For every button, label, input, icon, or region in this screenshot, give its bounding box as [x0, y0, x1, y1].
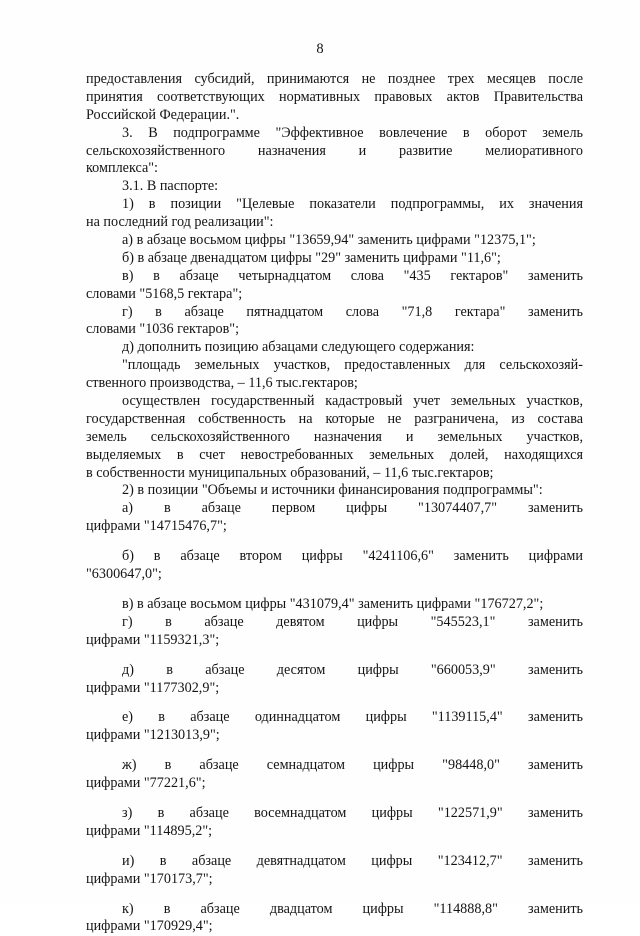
text-line: цифрами "170929,4";	[86, 918, 213, 935]
text-line: б) в абзаце втором цифры "4241106,6" заменить цифрами	[122, 548, 583, 565]
page-number: 8	[316, 41, 324, 57]
text-line: комплекса":	[86, 160, 158, 177]
text-line: цифрами "1177302,9";	[86, 679, 220, 696]
text-line: цифрами "14715476,7";	[86, 518, 227, 535]
text-line: цифрами "114895,2";	[86, 822, 213, 839]
text-line: е) в абзаце одиннадцатом цифры "1139115,4" заменить	[122, 709, 583, 726]
text-line: б) в абзаце двенадцатом цифры "29" заменить цифрами "11,6";	[122, 249, 501, 266]
text-line: словами "5168,5 гектара";	[86, 285, 243, 302]
text-line: земель сельскохозяйственного назначения и земельных участков,	[86, 428, 583, 445]
text-line: на последний год реализации":	[86, 214, 274, 231]
text-line: осуществлен государственный кадастровый учет земельных участков,	[122, 393, 583, 410]
text-line: цифрами "77221,6";	[86, 775, 206, 792]
text-line: выделяемых в счет невостребованных земельных долей, находящихся	[86, 446, 583, 463]
text-line: в собственности муниципальных образований, – 11,6 тыс.гектаров;	[86, 464, 494, 481]
text-line: к) в абзаце двадцатом цифры "114888,8" заменить	[122, 900, 583, 917]
text-line: 3. В подпрограмме "Эффективное вовлечение в оборот земель	[122, 124, 583, 141]
text-line: в) в абзаце четырнадцатом слова "435 гектаров" заменить	[122, 267, 583, 284]
text-line: а) в абзаце первом цифры "13074407,7" заменить	[122, 500, 583, 517]
text-line: сельскохозяйственного назначения и развитие мелиоративного	[86, 142, 583, 159]
text-line: в) в абзаце восьмом цифры "431079,4" заменить цифрами "176727,2";	[122, 595, 544, 612]
text-line: цифрами "1159321,3";	[86, 631, 220, 648]
text-line: государственная собственность на которые не разграничена, из состава	[86, 410, 583, 427]
document-body	[86, 71, 583, 936]
text-line: г) в абзаце пятнадцатом слова "71,8 гектара" заменить	[122, 303, 583, 320]
text-line: 3.1. В паспорте:	[122, 178, 219, 195]
text-line: 2) в позиции "Объемы и источники финансирования подпрограммы":	[122, 482, 543, 499]
text-line: д) в абзаце десятом цифры "660053,9" заменить	[122, 661, 583, 678]
text-line: цифрами "170173,7";	[86, 870, 213, 887]
text-line: г) в абзаце девятом цифры "545523,1" заменить	[122, 613, 583, 630]
text-line: словами "1036 гектаров";	[86, 321, 240, 338]
text-line: предоставления субсидий, принимаются не позднее трех месяцев после	[86, 71, 583, 87]
text-line: ственного производства, – 11,6 тыс.гектаров;	[86, 375, 358, 392]
text-line: з) в абзаце восемнадцатом цифры "122571,9" заменить	[122, 804, 583, 821]
text-line: принятия соответствующих нормативных правовых актов Правительства	[86, 88, 583, 105]
text-line: "площадь земельных участков, предоставленных для сельскохозяй-	[122, 357, 583, 374]
text-line: 1) в позиции "Целевые показатели подпрограммы, их значения	[122, 196, 583, 213]
text-line: и) в абзаце девятнадцатом цифры "123412,7" заменить	[122, 852, 583, 869]
text-line: д) дополнить позицию абзацами следующего содержания:	[122, 339, 475, 356]
text-line: а) в абзаце восьмом цифры "13659,94" заменить цифрами "12375,1";	[122, 232, 536, 249]
text-line: "6300647,0";	[86, 566, 162, 583]
text-line: цифрами "1213013,9";	[86, 727, 220, 744]
text-line: ж) в абзаце семнадцатом цифры "98448,0" заменить	[122, 757, 583, 774]
text-line: Российской Федерации.".	[86, 106, 240, 123]
